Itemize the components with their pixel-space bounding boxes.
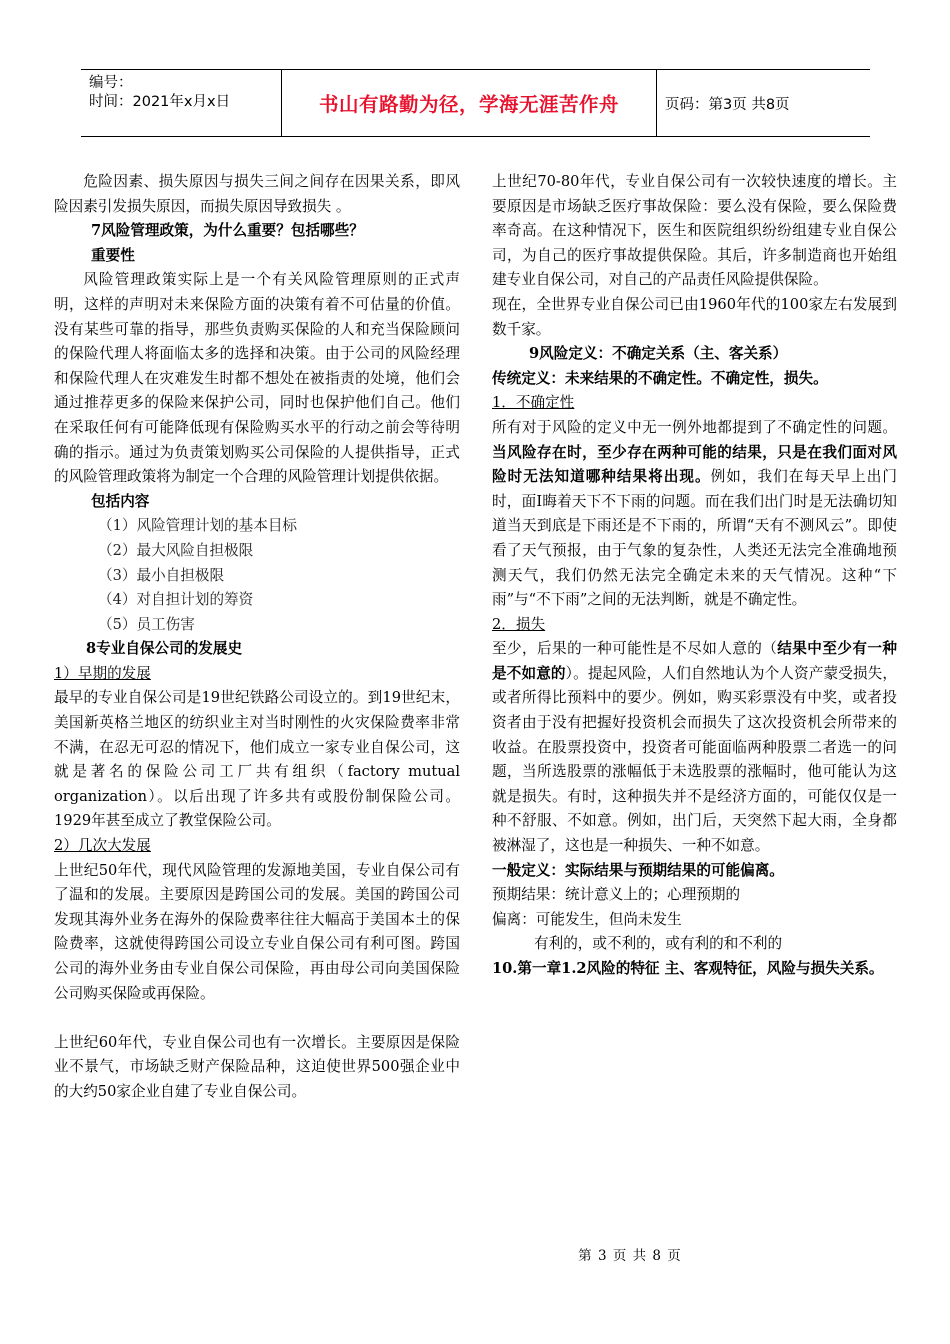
question-heading: 10.第一章1.2风险的特征 主、客观特征，风险与损失关系。 [492, 960, 884, 977]
question-heading: 7风险管理政策，为什么重要？包括哪些？ [91, 222, 364, 240]
paragraph: 上世纪60年代，专业自保公司也有一次增长。主要原因是保险业不景气，市场缺乏财产保险品种，这迫使世界500强企业中的大约50家企业自建了专业自保公司。 [54, 1033, 460, 1100]
page-footer: 第 3 页 共 8 页 [578, 1248, 682, 1264]
spacer [54, 1006, 460, 1031]
paragraph [492, 637, 897, 858]
list-item: （5）员工伤害 [98, 615, 195, 633]
text-run: ）。提起风险，人们自然地认为个人资产蒙受损失，或者所得比预料中的要少。例如，购买彩票没有中奖，或者投资者由于没有把握好投资机会而损失了这次投资机会所带来的收益。在股票投资中，投资者可能面临两种股票二者选一的问题，当所选股票的涨幅低于未选股票的涨幅时，他可能认为这就是损失。有时，这种损失并不是经济方面的，可能仅仅是一种不舒服、不如意。例如，出门后，天突然下起大雨，全身都被淋湿了，这也是一种损失、一种不如意。 [492, 664, 897, 855]
section-heading: 2）几次大发展 [54, 837, 151, 855]
text-line: 有利的，或不利的，或有利的和不利的 [534, 935, 783, 953]
paragraph: 风险管理政策实际上是一个有关风险管理原则的正式声明，这样的声明对未来保险方面的决策有着不可估量的价值。没有某些可靠的指导，那些负责购买保险的人和充当保险顾问的保险代理人将面临太多的选择和决策。由于公司的风险经理和保险代理人在灾难发生时都不想处在被指责的处境，他们会通过推荐更多的保险来保护公司，同时也保护他们自己。他们在采取任何有可能降低现有保险购买水平的行动之前会等待明确的指示。通过为负责策划购买公司保险的人提供指导，正式的风险管理政策将为制定一个合理的风险管理计划提供依据。 [54, 271, 460, 486]
paragraph: 最早的专业自保公司是19世纪铁路公司设立的。到19世纪末，美国新英格兰地区的纺织业主对当时刚性的火灾保险费率非常不满，在忍无可忍的情况下，他们成立一家专业自保公司，这就是著名的保险公司工厂共有组织（factory mutual organization）。以后出现了许多共有或股份制保险公司。1929年甚至成立了教堂保险公司。 [54, 689, 460, 830]
section-heading: 1．不确定性 [492, 394, 575, 412]
subheading: 重要性 [91, 246, 135, 264]
list-item: （2）最大风险自担极限 [98, 541, 254, 559]
page-header [81, 69, 870, 137]
motto: 书山有路勤为径，学海无涯苦作舟 [282, 70, 657, 136]
section-heading: 1）早期的发展 [54, 664, 151, 682]
text-line: 偏离：可能发生，但尚未发生 [492, 910, 682, 928]
question-heading: 8专业自保公司的发展史 [86, 640, 243, 658]
page-info: 页码：第3页 共8页 [665, 96, 790, 113]
section-heading: 2．损失 [492, 615, 546, 633]
definition: 传统定义：未来结果的不确定性。不确定性，损失。 [492, 369, 828, 387]
definition: 一般定义：实际结果与预期结果的可能偏离。 [492, 861, 784, 879]
bold-text: 结果中至少有一种是不如意的 [492, 640, 897, 682]
list-item: （4）对自担计划的筹资 [98, 591, 254, 609]
list-item: （1）风险管理计划的基本目标 [98, 517, 298, 535]
question-heading: 9风险定义：不确定关系（主、客关系） [529, 345, 788, 363]
right-column [492, 170, 897, 982]
paragraph: 上世纪50年代，现代风险管理的发源地美国，专业自保公司有了温和的发展。主要原因是跨国公司的发展。美国的跨国公司发现其海外业务在海外的保险费率往往大幅高于美国本土的保险费率，这就使得跨国公司设立专业自保公司有利可图。跨国公司的海外业务由专业自保公司保险，再由母公司向美国保险公司购买保险或再保险。 [54, 861, 460, 1002]
bold-text: 当风险存在时，至少存在两种可能的结果，只是在我们面对风险时无法知道哪种结果将出现。 [492, 443, 897, 486]
text-run: 所有对于风险的定义中无一例外地都提到了不确定性的问题。 [492, 418, 897, 436]
text-line: 预期结果：统计意义上的；心理预期的 [492, 886, 741, 904]
paragraph: 危险因素、损失原因与损失三间之间存在因果关系，即风险因素引发损失原因，而损失原因导致损失 。 [54, 173, 460, 215]
number-label: 编号： [89, 75, 133, 91]
list-item: （3）最小自担极限 [98, 566, 225, 584]
paragraph: 上世纪70-80年代，专业自保公司有一次较快速度的增长。主要原因是市场缺乏医疗事故保险：要么没有保险，要么保险费率奇高。在这种情况下，医生和医院组织纷纷组建专业自保公司，为自己的医疗事故提供保险。其后，许多制造商也开始组建专业自保公司，对自己的产品责任风险提供保险。 [492, 173, 897, 289]
left-column [54, 170, 460, 1105]
paragraph [492, 416, 897, 613]
subheading: 包括内容 [91, 492, 150, 510]
time-label: 时间：2021年x月x日 [89, 94, 231, 110]
header-meta [81, 70, 282, 136]
text-run: 例如，我们在每天早上出门时，面Ⅰ晦着天下不下雨的问题。而在我们出门时是无法确切知道当天到底是下雨还是不下雨的，所谓“天有不测风云”。即使看了天气预报，由于气象的复杂性，人类还无法完全准确地预测天气，我们仍然无法完全确定未来的天气情况。这种“下雨”与“不下雨”之间的无法判断，就是不确定性。 [492, 468, 897, 609]
paragraph: 现在，全世界专业自保公司已由1960年代的100家左右发展到数千家。 [492, 295, 897, 338]
text-run: 至少，后果的一种可能性是不尽如人意的（ [492, 640, 778, 658]
